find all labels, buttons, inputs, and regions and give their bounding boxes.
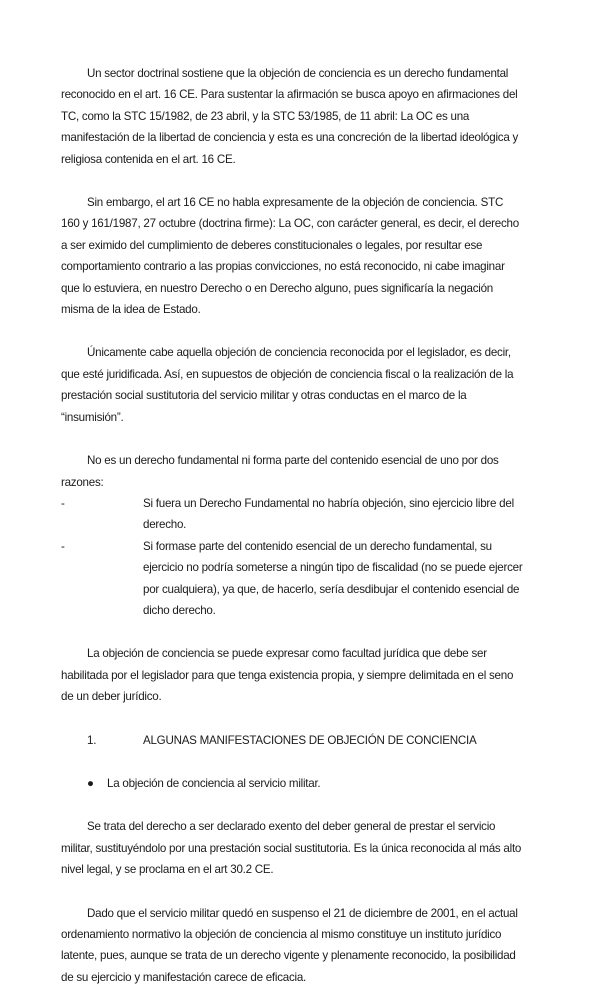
bullet-icon: ● [87, 776, 94, 790]
paragraph-juridificada: Únicamente cabe aquella objeción de conciencia reconocida por el legislador, es decir, que esté juridificada. Así, en supuestos de objeción de conciencia fiscal o la realización de la prestación social sustitutoria del servicio militar y otras conductas en el marco de la “insumisión”. [61, 346, 514, 424]
section-number: 1. [87, 733, 97, 747]
paragraph-doctrinal-position: Un sector doctrinal sostiene que la objeción de conciencia es un derecho fundamental reconocido en el art. 16 CE. Para sustentar la afirmación se busca apoyo en afirmaciones del TC, como la STC 15/1982, de 23 abril, y la STC 53/1985, de 11 abril: La OC es una manifestación de la libertad de conciencia y esta es una concreción de la libertad ideológica y religiosa contenida en el art. 16 CE. [61, 67, 519, 166]
paragraph-art16-ce: Sin embargo, el art 16 CE no habla expresamente de la objeción de conciencia. STC 160 y 161/1987, 27 octubre (doctrina firme): La OC, con carácter general, es decir, el derecho a ser eximido del cumplimiento de deberes constitucionales o legales, por resultar ese comportamiento contrario a las propias convicciones, no está reconocido, ni cabe imaginar que lo estuviera, en nuestro Derecho o en Derecho alguno, pues significaría la negación misma de la idea de Estado. [61, 196, 519, 317]
bullet-text: La objeción de conciencia al servicio militar. [107, 776, 321, 790]
paragraph-servicio-militar: Se trata del derecho a ser declarado exento del deber general de prestar el servicio militar, sustituyéndolo por una prestación social sustitutoria. Es la única reconocida al más alto nivel legal, y se proclama en el art 30.2 CE. [61, 820, 522, 877]
list-item [61, 536, 524, 622]
dash-marker: - [61, 539, 65, 553]
dash-marker: - [61, 496, 65, 510]
paragraph-suspension: Dado que el servicio militar quedó en suspenso el 21 de diciembre de 2001, en el actual ordenamiento normativo la objeción de conciencia al mismo constituye un instituto jurídico latente, pues, aunque se trata de un derecho vigente y plenamente reconocido, la posibilidad de su ejercicio y manifestación carece de eficacia. [61, 906, 518, 984]
paragraph-facultad-juridica: La objeción de conciencia se puede expresar como facultad jurídica que debe ser habilitada por el legislador para que tenga existencia propia, y siempre delimitada en el seno de un deber jurídico. [61, 647, 514, 704]
bullet-item [61, 773, 524, 794]
list-item-text: Si fuera un Derecho Fundamental no habría objeción, sino ejercicio libre del derecho. [143, 496, 514, 532]
list-item-text: Si formase parte del contenido esencial de un derecho fundamental, su ejercicio no podría someterse a ningún tipo de fiscalidad (no se puede ejercer por cualquiera), ya que, de hacerlo, sería desdibujar el contenido esencial de dicho derecho. [143, 539, 523, 617]
paragraph-two-reasons-intro: No es un derecho fundamental ni forma parte del contenido esencial de uno por dos razones: [61, 454, 499, 489]
list-item [61, 493, 524, 536]
reasons-list [61, 493, 524, 621]
section-title: ALGUNAS MANIFESTACIONES DE OBJECIÓN DE CONCIENCIA [143, 733, 477, 747]
section-heading [61, 730, 524, 751]
